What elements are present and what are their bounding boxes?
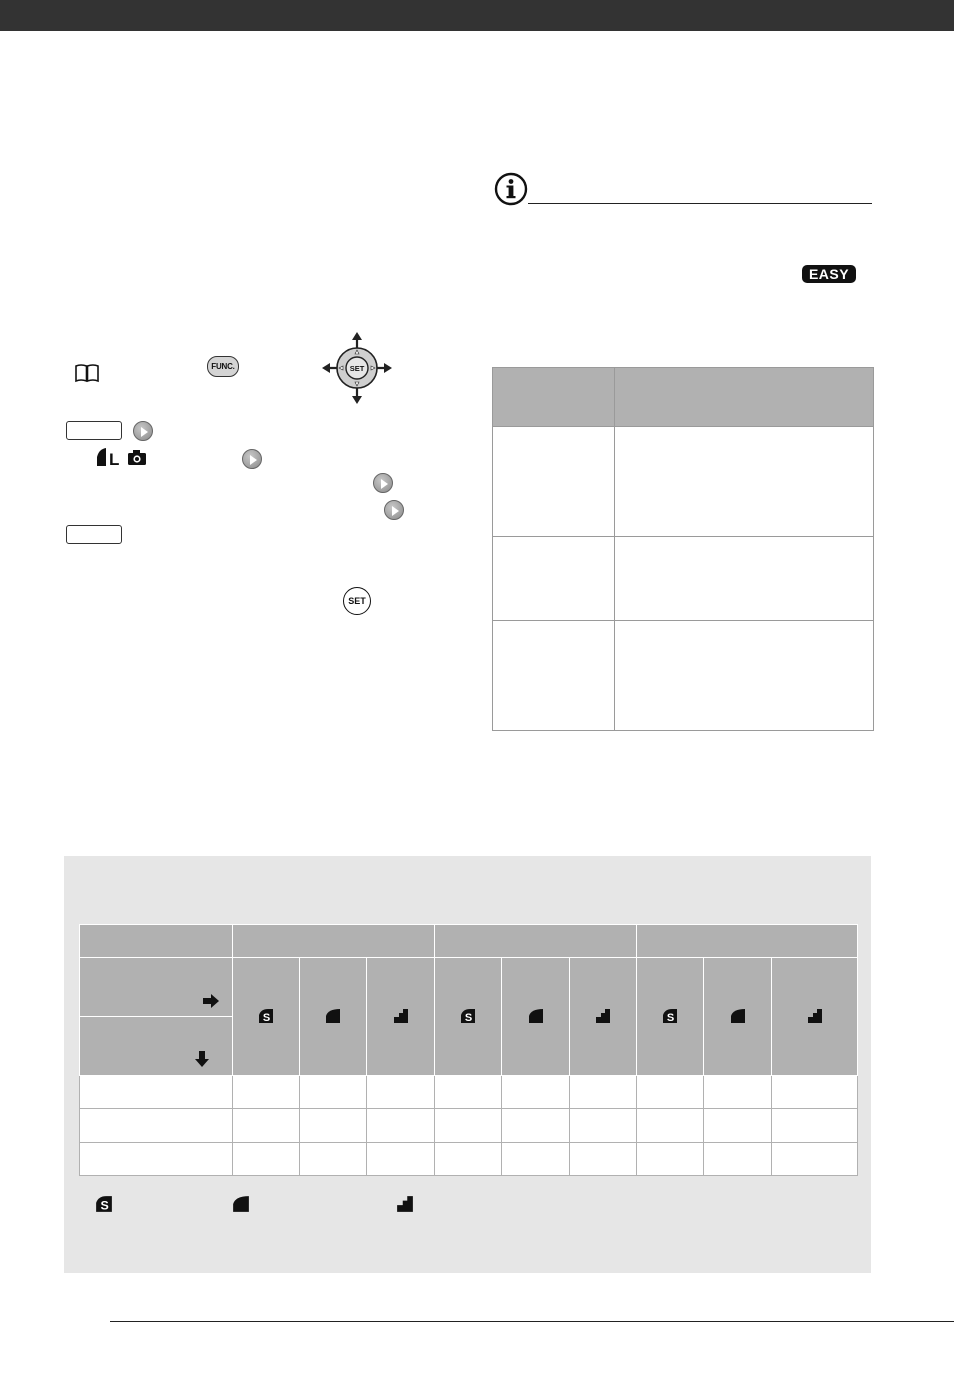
footer-rule [110, 1321, 954, 1322]
arrow-right-solid-icon [202, 993, 220, 1009]
table-header-cell [637, 958, 704, 1076]
quality-fine-icon [325, 1008, 341, 1024]
table-header-cell [435, 958, 502, 1076]
table-header-cell [637, 925, 858, 958]
func-button: FUNC. [207, 356, 239, 377]
table-header-cell [80, 925, 233, 958]
table-cell [233, 1076, 300, 1109]
table-cell [615, 427, 874, 537]
table-cell [493, 427, 615, 537]
table-header-cell [80, 958, 233, 1017]
arrow-down-solid-icon [194, 1050, 210, 1068]
svg-text:S: S [262, 1012, 271, 1025]
svg-text:S: S [464, 1012, 473, 1025]
table-cell [435, 1109, 502, 1143]
table-header-cell [233, 958, 300, 1076]
table-cell [637, 1109, 704, 1143]
table-cell [80, 1109, 233, 1143]
table-cell [493, 621, 615, 731]
table-cell [233, 1109, 300, 1143]
table-cell [300, 1143, 367, 1176]
top-header-bar [0, 0, 954, 31]
table-cell [704, 1143, 772, 1176]
table-cell [80, 1076, 233, 1109]
arrow-right-icon [133, 421, 153, 441]
func-key-box [66, 421, 122, 440]
quality-fine-icon [730, 1008, 746, 1024]
table-cell [637, 1143, 704, 1176]
quality-normal-icon [396, 1195, 414, 1213]
table-cell [570, 1109, 637, 1143]
table-cell [615, 621, 874, 731]
svg-text:L: L [109, 450, 120, 467]
quality-superfine-icon [95, 1195, 113, 1213]
table-cell [367, 1076, 435, 1109]
table-header-cell [80, 1017, 233, 1076]
table-cell [367, 1143, 435, 1176]
table-header-cell [704, 958, 772, 1076]
svg-text:SET: SET [349, 364, 365, 373]
movie-photo-mode-icon [96, 447, 148, 467]
table-header-cell [502, 958, 570, 1076]
table-cell [704, 1109, 772, 1143]
func-key-box [66, 525, 122, 544]
info-table [492, 367, 874, 731]
capacity-table [79, 924, 858, 1176]
arrow-right-icon [242, 449, 262, 469]
table-cell [502, 1076, 570, 1109]
table-cell [704, 1076, 772, 1109]
table-cell [435, 1143, 502, 1176]
table-cell [80, 1143, 233, 1176]
arrow-right-icon [384, 500, 404, 520]
svg-text:S: S [100, 1198, 109, 1213]
table-cell [502, 1109, 570, 1143]
set-button: SET [343, 587, 371, 615]
table-header-cell [233, 925, 435, 958]
quality-superfine-icon [460, 1008, 476, 1024]
table-cell [493, 537, 615, 621]
joystick-icon [322, 331, 392, 405]
table-cell [367, 1109, 435, 1143]
table-cell [772, 1109, 858, 1143]
svg-text:S: S [666, 1012, 675, 1025]
table-header-cell [435, 925, 637, 958]
table-cell [570, 1076, 637, 1109]
table-cell [300, 1076, 367, 1109]
quality-superfine-icon [258, 1008, 274, 1024]
table-header-cell [493, 368, 615, 427]
table-cell [637, 1076, 704, 1109]
table-cell [233, 1143, 300, 1176]
table-header-cell [615, 368, 874, 427]
table-cell [502, 1143, 570, 1176]
quality-normal-icon [393, 1008, 409, 1024]
table-header-cell [300, 958, 367, 1076]
quality-normal-icon [595, 1008, 611, 1024]
table-cell [615, 537, 874, 621]
table-cell [772, 1076, 858, 1109]
table-header-cell [367, 958, 435, 1076]
info-icon [494, 172, 528, 206]
table-cell [570, 1143, 637, 1176]
quality-superfine-icon [662, 1008, 678, 1024]
arrow-right-icon [373, 473, 393, 493]
note-rule [528, 203, 872, 204]
quality-normal-icon [807, 1008, 823, 1024]
easy-badge: EASY [802, 265, 856, 283]
quality-fine-icon [232, 1195, 250, 1213]
table-cell [772, 1143, 858, 1176]
table-cell [435, 1076, 502, 1109]
table-header-cell [772, 958, 858, 1076]
book-icon [74, 363, 100, 383]
quality-fine-icon [528, 1008, 544, 1024]
table-cell [300, 1109, 367, 1143]
table-header-cell [570, 958, 637, 1076]
